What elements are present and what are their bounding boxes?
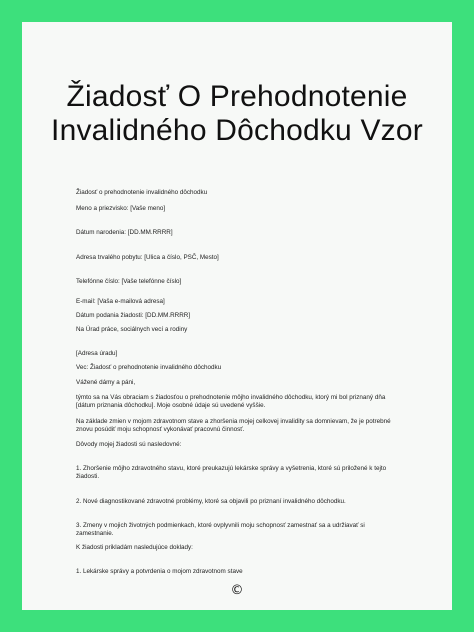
field-birth-date: Dátum narodenia: [DD.MM.RRRR] <box>76 229 173 237</box>
reasons-heading: Dôvody mojej žiadosti sú nasledovné: <box>76 441 182 449</box>
letter-heading: Žiadosť o prehodnotenie invalidného dôchodku <box>76 189 208 196</box>
recipient-address: [Adresa úradu] <box>76 349 118 357</box>
field-phone: Telefónne číslo: [Vaše telefónne číslo] <box>76 277 182 285</box>
title-line-1: Žiadosť O Prehodnotenie <box>66 80 408 113</box>
copyright-icon: © <box>230 583 244 598</box>
attachment-1: 1. Lekárske správy a potvrdenia o mojom zdravotnom stave <box>76 568 243 576</box>
salutation: Vážené dámy a páni, <box>76 379 136 387</box>
letter-body <box>76 169 404 577</box>
reason-2: 2. Nové diagnostikované zdravotné problémy, ktoré sa objavili po priznaní invalidného dôchodku. <box>76 497 346 505</box>
field-name: Meno a priezvisko: [Vaše meno] <box>76 205 166 213</box>
title-line-2: Invalidného Dôchodku Vzor <box>51 114 423 147</box>
field-submission-date: Dátum podania žiadosti: [DD.MM.RRRR] <box>76 312 191 320</box>
paragraph-reason: Na základe zmien v mojom zdravotnom stave a zhoršenia mojej celkovej invalidity sa domnievam, že je potrebné znovu posúdiť moju schopnosť vykonávať pracovnú činnosť. <box>76 417 391 433</box>
letter-subject: Vec: Žiadosť o prehodnotenie invalidného dôchodku <box>76 363 222 371</box>
field-email: E-mail: [Vaša e-mailová adresa] <box>76 298 165 306</box>
reason-1: 1. Zhoršenie môjho zdravotného stavu, ktoré preukazujú lekárske správy a vyšetrenia, ktoré sú priložené k tejto žiadosti. <box>76 465 387 481</box>
reason-3: 3. Zmeny v mojich životných podmienkach, ktoré ovplyvnili moju schopnosť zamestnať sa a udržiavať si zamestnanie. <box>76 521 365 538</box>
document-page <box>22 22 452 610</box>
recipient-office: Na Úrad práce, sociálnych vecí a rodiny <box>76 326 188 334</box>
field-address: Adresa trvalého pobytu: [Ulica a číslo, PSČ, Mesto] <box>76 253 219 261</box>
attachments-heading: K žiadosti prikladám nasledujúce doklady: <box>76 544 193 552</box>
paragraph-intro: týmto sa na Vás obraciam s žiadosťou o prehodnotenie môjho invalidného dôchodku, ktorý mi bol priznaný dňa [dátum priznania dôchodku]. Moje osobné údaje sú uvedené vyššie. <box>76 394 386 410</box>
page-title <box>22 80 452 148</box>
